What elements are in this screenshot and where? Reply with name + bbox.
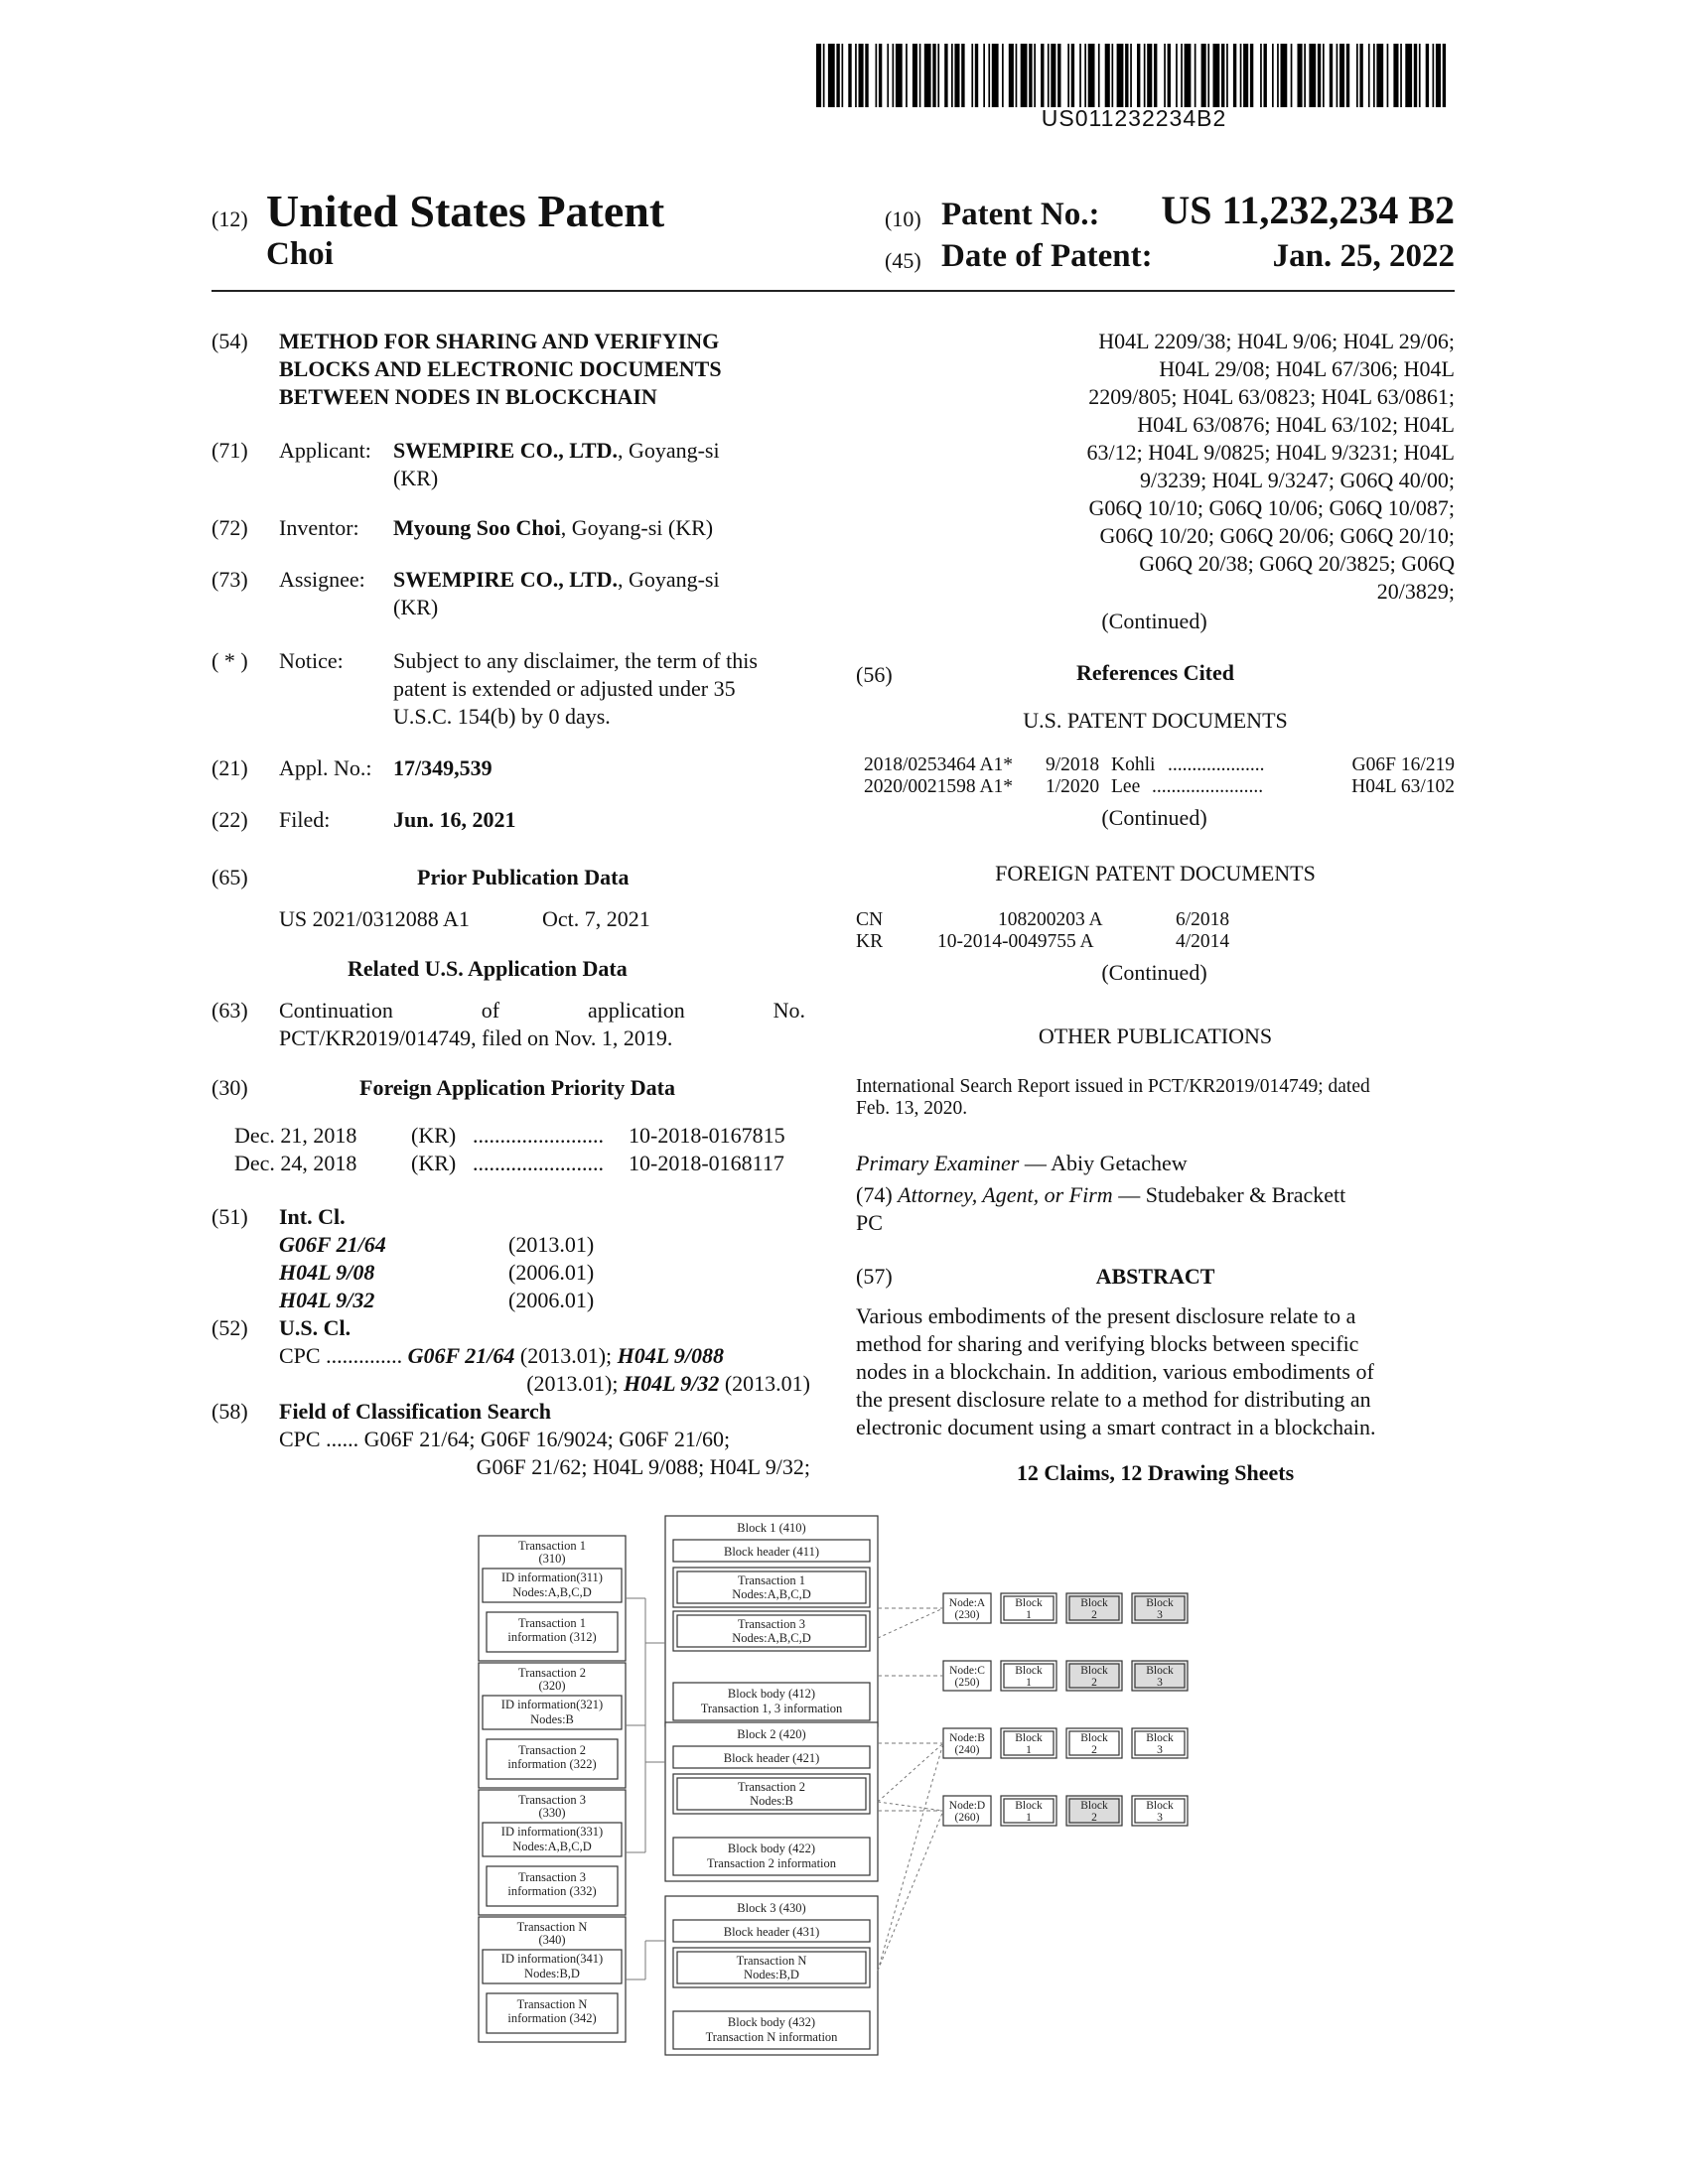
transaction-title: Transaction 1 (518, 1539, 586, 1553)
transaction-id-info: ID information(341) (500, 1952, 604, 1966)
ref-date: 1/2020 (1046, 776, 1100, 797)
claims-count: 12 Claims, 12 Drawing Sheets (1016, 1460, 1295, 1485)
connector-line (878, 1811, 943, 1971)
prior-pub-heading: Prior Publication Data (417, 865, 630, 889)
class-line: G06Q 10/20; G06Q 20/06; G06Q 20/10; (1099, 523, 1455, 548)
cpc-line2 (417, 1370, 810, 1398)
node-block-label: Block (1146, 1800, 1174, 1812)
ref-name: Lee (1111, 776, 1141, 797)
abstract-heading: ABSTRACT (1095, 1264, 1215, 1289)
code-74: (74) (856, 1182, 893, 1207)
transaction-nodes: Nodes:B,D (524, 1967, 580, 1980)
cpc-line1 (279, 1342, 724, 1370)
continued-label: (Continued) (1101, 960, 1207, 985)
block-body-info: Transaction 2 information (706, 1856, 837, 1870)
other-pub-line: International Search Report issued in PCT/KR2019/014749; dated (856, 1076, 1370, 1097)
assignee-label: Assignee: (279, 567, 365, 592)
notice-label: Notice: (279, 648, 344, 673)
prior-pub-date: Oct. 7, 2021 (542, 906, 650, 931)
assignee-value (393, 566, 820, 621)
transaction-info: Transaction N (516, 1997, 588, 2011)
node-ref: (240) (954, 1744, 980, 1756)
ref-country: CN (856, 909, 884, 930)
ref-date: 4/2014 (1176, 931, 1230, 952)
cpc-year: (2013.01); (526, 1371, 624, 1396)
node-block-label: Block (1080, 1665, 1108, 1677)
class-line: G06Q 10/10; G06Q 10/06; G06Q 10/087; (1088, 495, 1455, 520)
priority-dots: ........................ (473, 1123, 604, 1148)
priority-country: (KR) (411, 1123, 457, 1148)
cpc-label: CPC (279, 1343, 321, 1368)
ref-dots: ....................... (1152, 776, 1264, 797)
ref-number: 2018/0253464 A1* (864, 754, 1014, 775)
int-cl-row (279, 1287, 676, 1314)
applicant-country: (KR) (393, 466, 439, 490)
transaction-nodes: Nodes:A,B,C,D (512, 1585, 592, 1599)
block-body-title: Block body (412) (727, 1687, 816, 1701)
ref-class: H04L 63/102 (1351, 776, 1455, 797)
class-line: 9/3239; H04L 9/3247; G06Q 40/00; (1140, 468, 1455, 492)
continuation-word: Continuation (279, 998, 393, 1023)
node-block-number: 1 (1026, 1609, 1032, 1621)
attorney-line2: PC (856, 1210, 883, 1235)
priority-list (234, 1122, 810, 1177)
node-ref: (250) (954, 1677, 980, 1689)
foreign-priority-heading: Foreign Application Priority Data (359, 1075, 675, 1100)
notice-line: Subject to any disclaimer, the term of this (393, 648, 758, 673)
attorney-name: — Studebaker & Brackett (1112, 1182, 1346, 1207)
continued-label: (Continued) (1101, 805, 1207, 830)
code-65: (65) (211, 865, 248, 889)
code-63: (63) (211, 998, 248, 1023)
node-block-number: 2 (1091, 1812, 1097, 1824)
node-block-number: 3 (1157, 1677, 1163, 1689)
block-transaction-title: Transaction 1 (738, 1573, 805, 1587)
block-transaction-nodes: Nodes:A,B,C,D (732, 1631, 811, 1645)
transaction-title: Transaction 2 (518, 1666, 586, 1680)
patent-number: US 11,232,234 B2 (1161, 188, 1455, 232)
applicant-label: Applicant: (279, 438, 371, 463)
priority-number: 10-2018-0167815 (629, 1123, 785, 1148)
block-transaction-title: Transaction N (736, 1954, 807, 1968)
applicant-name: SWEMPIRE CO., LTD. (393, 438, 618, 463)
prior-pub-number: US 2021/0312088 A1 (279, 906, 470, 931)
node-block-number: 1 (1026, 1677, 1032, 1689)
node-block-label: Block (1080, 1800, 1108, 1812)
transaction-info: information (332) (507, 1884, 597, 1898)
abstract-line: electronic document using a smart contract in a blockchain. (856, 1415, 1376, 1439)
other-pub-line: Feb. 13, 2020. (856, 1098, 968, 1119)
ref-number: 10-2014-0049755 A (937, 931, 1094, 952)
cpc-code: H04L 9/32 (623, 1371, 720, 1396)
int-cl-list (279, 1231, 676, 1314)
transaction-info: Transaction 1 (518, 1616, 586, 1630)
ref-class: G06F 16/219 (1351, 754, 1455, 775)
block-body-info: Transaction N information (705, 2030, 838, 2044)
field-line: CPC ...... G06F 21/64; G06F 16/9024; G06F 21/60; (279, 1427, 731, 1451)
representative-drawing (477, 1514, 1211, 2070)
int-cl-row (279, 1231, 676, 1259)
priority-country: (KR) (411, 1151, 457, 1175)
assignee-country: (KR) (393, 595, 439, 619)
barcode-number: US011232234B2 (1041, 105, 1227, 131)
cpc-year: (2013.01) (719, 1371, 810, 1396)
title-line: BLOCKS AND ELECTRONIC DOCUMENTS (279, 356, 722, 381)
other-pubs-text (856, 1076, 1455, 1120)
node-block-number: 3 (1157, 1812, 1163, 1824)
node-name: Node:B (949, 1732, 985, 1744)
node-block-number: 2 (1091, 1609, 1097, 1621)
references-heading: References Cited (1075, 660, 1235, 685)
code-22: (22) (211, 807, 248, 832)
code-73: (73) (211, 567, 248, 592)
transaction-info: Transaction 3 (518, 1870, 586, 1884)
node-block-label: Block (1146, 1732, 1174, 1744)
transaction-id-info: ID information(331) (500, 1825, 604, 1839)
code-30: (30) (211, 1075, 248, 1100)
ref-date: 6/2018 (1176, 909, 1230, 930)
code-51: (51) (211, 1204, 248, 1229)
ref-dots: .................... (1168, 754, 1265, 775)
abstract-line: nodes in a blockchain. In addition, various embodiments of (856, 1359, 1374, 1384)
block-title: Block 2 (420) (737, 1727, 806, 1741)
class-line: H04L 29/08; H04L 67/306; H04L (1159, 356, 1455, 381)
transaction-title: Transaction N (516, 1920, 588, 1934)
node-block-label: Block (1015, 1732, 1043, 1744)
foreign-docs-table (856, 909, 1273, 955)
transaction-id-info: ID information(311) (501, 1570, 603, 1584)
transaction-id-info: ID information(321) (500, 1698, 604, 1711)
code-56: (56) (856, 662, 893, 687)
inventor-label: Inventor: (279, 515, 359, 540)
abstract-line: the present disclosure relate to a method for distributing an (856, 1387, 1371, 1412)
node-block-number: 3 (1157, 1744, 1163, 1756)
date-of-patent-label: Date of Patent: (941, 238, 1153, 274)
invention-title (279, 328, 815, 411)
int-cl-year: (2006.01) (508, 1260, 595, 1285)
title-line: METHOD FOR SHARING AND VERIFYING (279, 329, 720, 353)
abstract-line: method for sharing and verifying blocks between specific (856, 1331, 1359, 1356)
filed-date: Jun. 16, 2021 (393, 807, 516, 832)
int-cl-code: H04L 9/32 (279, 1288, 375, 1312)
node-ref: (260) (954, 1812, 980, 1824)
class-line: 2209/805; H04L 63/0823; H04L 63/0861; (1088, 384, 1455, 409)
code-12: (12) (211, 206, 248, 231)
assignee-name: SWEMPIRE CO., LTD. (393, 567, 618, 592)
node-block-label: Block (1146, 1597, 1174, 1609)
node-block-label: Block (1015, 1665, 1043, 1677)
block-transaction-nodes: Nodes:B (750, 1794, 793, 1808)
related-heading: Related U.S. Application Data (348, 956, 628, 981)
int-cl-row (279, 1259, 676, 1287)
node-block-number: 2 (1091, 1744, 1097, 1756)
appl-no-label: Appl. No.: (279, 755, 372, 780)
notice-text (393, 647, 806, 731)
ref-number: 2020/0021598 A1* (864, 776, 1014, 797)
block-title: Block 1 (410) (737, 1521, 806, 1535)
code-72: (72) (211, 515, 248, 540)
continuation-word: application (587, 998, 685, 1023)
transaction-nodes: Nodes:B (530, 1712, 574, 1726)
attorney-label: Attorney, Agent, or Firm (898, 1182, 1113, 1207)
transaction-title: Transaction 3 (518, 1793, 586, 1807)
ref-name: Kohli (1111, 754, 1156, 775)
attorney (856, 1181, 1345, 1209)
title-line: BETWEEN NODES IN BLOCKCHAIN (279, 384, 657, 409)
priority-number: 10-2018-0168117 (629, 1151, 784, 1175)
transaction-info: information (322) (507, 1757, 597, 1771)
transaction-ref: (320) (538, 1679, 566, 1693)
transaction-info: information (312) (507, 1630, 597, 1644)
code-58: (58) (211, 1399, 248, 1424)
node-name: Node:C (949, 1665, 985, 1677)
transaction-info: Transaction 2 (518, 1743, 586, 1757)
ref-country: KR (856, 931, 884, 952)
class-line: G06Q 20/38; G06Q 20/3825; G06Q (1139, 551, 1455, 576)
code-57: (57) (856, 1264, 893, 1289)
appl-no: 17/349,539 (393, 755, 492, 780)
int-cl-year: (2006.01) (508, 1288, 595, 1312)
continued-label: (Continued) (1101, 609, 1207, 633)
barcode-graphic (816, 44, 1452, 107)
code-71: (71) (211, 438, 248, 463)
node-block-label: Block (1146, 1665, 1174, 1677)
header-divider (211, 290, 1455, 292)
transaction-nodes: Nodes:A,B,C,D (512, 1840, 592, 1853)
continuation-word: No. (773, 998, 805, 1023)
block-body-info: Transaction 1, 3 information (700, 1702, 843, 1715)
code-52: (52) (211, 1315, 248, 1340)
assignee-location: , Goyang-si (617, 567, 720, 592)
priority-date: Dec. 21, 2018 (234, 1123, 357, 1148)
priority-date: Dec. 24, 2018 (234, 1151, 357, 1175)
cpc-code: H04L 9/088 (617, 1343, 724, 1368)
int-cl-code: H04L 9/08 (279, 1260, 375, 1285)
connector-line (878, 1743, 943, 1971)
cpc-dots: .............. (326, 1343, 403, 1368)
connector-line (878, 1743, 943, 1802)
class-line: H04L 2209/38; H04L 9/06; H04L 29/06; (1098, 329, 1455, 353)
block-header: Block header (421) (723, 1751, 820, 1765)
connector-line (878, 1608, 943, 1638)
ref-number: 108200203 A (998, 909, 1103, 930)
block-transaction-title: Transaction 3 (738, 1617, 805, 1631)
transaction-ref: (330) (538, 1806, 566, 1820)
block-transaction-nodes: Nodes:B,D (744, 1968, 799, 1981)
us-docs-heading: U.S. PATENT DOCUMENTS (1023, 708, 1288, 733)
ref-date: 9/2018 (1046, 754, 1100, 775)
filed-label: Filed: (279, 807, 331, 832)
class-line: H04L 63/0876; H04L 63/102; H04L (1137, 412, 1455, 437)
transaction-ref: (310) (538, 1552, 566, 1566)
continuation-line2: PCT/KR2019/014749, filed on Nov. 1, 2019. (279, 1025, 673, 1050)
examiner-name: — Abiy Getachew (1019, 1151, 1188, 1175)
inventor-location: , Goyang-si (KR) (560, 515, 714, 540)
int-cl-year: (2013.01) (508, 1232, 595, 1257)
priority-row (234, 1150, 810, 1177)
connector-line (878, 1802, 943, 1811)
int-cl-heading: Int. Cl. (279, 1204, 346, 1229)
us-cl-heading: U.S. Cl. (279, 1315, 352, 1340)
priority-dots: ........................ (473, 1151, 604, 1175)
other-pubs-heading: OTHER PUBLICATIONS (1038, 1024, 1273, 1048)
abstract-line: Various embodiments of the present disclosure relate to a (856, 1303, 1356, 1328)
node-name: Node:A (948, 1597, 986, 1609)
applicant-value (393, 437, 820, 492)
block-transaction-title: Transaction 2 (738, 1780, 805, 1794)
priority-row (234, 1122, 810, 1150)
us-docs-table (864, 754, 1455, 800)
continuation-line1 (279, 997, 805, 1024)
block-header: Block header (431) (723, 1925, 820, 1939)
inventor-value (393, 514, 713, 542)
inventor-surname: Choi (266, 236, 334, 272)
class-line: 63/12; H04L 9/0825; H04L 9/3231; H04L (1086, 440, 1455, 465)
node-block-number: 2 (1091, 1677, 1097, 1689)
code-notice: ( * ) (211, 648, 248, 673)
class-line: 20/3829; (1376, 579, 1455, 604)
classification-continued (993, 328, 1455, 606)
field-line: G06F 21/62; H04L 9/088; H04L 9/32; (476, 1454, 810, 1479)
abstract-text (856, 1302, 1455, 1441)
field-heading: Field of Classification Search (279, 1399, 551, 1424)
node-block-number: 1 (1026, 1812, 1032, 1824)
patent-type-title: United States Patent (266, 186, 665, 236)
block-transaction-nodes: Nodes:A,B,C,D (732, 1587, 811, 1601)
date-of-patent: Jan. 25, 2022 (1272, 238, 1455, 274)
block-title: Block 3 (430) (737, 1901, 806, 1915)
node-ref: (230) (954, 1609, 980, 1621)
inventor-name: Myoung Soo Choi (393, 515, 561, 540)
node-block-number: 3 (1157, 1609, 1163, 1621)
continuation-word: of (481, 998, 500, 1023)
code-54: (54) (211, 329, 248, 353)
node-block-label: Block (1015, 1597, 1043, 1609)
cpc-year: (2013.01); (514, 1343, 618, 1368)
transaction-info: information (342) (507, 2011, 597, 2025)
node-block-number: 1 (1026, 1744, 1032, 1756)
cpc-code: G06F 21/64 (407, 1343, 515, 1368)
code-21: (21) (211, 755, 248, 780)
examiner-label: Primary Examiner (856, 1151, 1020, 1175)
node-block-label: Block (1080, 1732, 1108, 1744)
patent-no-label: Patent No.: (941, 197, 1100, 232)
applicant-location: , Goyang-si (617, 438, 720, 463)
node-name: Node:D (948, 1800, 986, 1812)
transaction-ref: (340) (538, 1933, 566, 1947)
notice-line: U.S.C. 154(b) by 0 days. (393, 704, 611, 729)
node-block-label: Block (1015, 1800, 1043, 1812)
block-header: Block header (411) (723, 1545, 820, 1559)
block-body-title: Block body (432) (727, 2015, 816, 2029)
primary-examiner (856, 1150, 1188, 1177)
node-block-label: Block (1080, 1597, 1108, 1609)
notice-line: patent is extended or adjusted under 35 (393, 676, 736, 701)
code-10: (10) (885, 206, 921, 231)
code-45: (45) (885, 248, 921, 273)
foreign-docs-heading: FOREIGN PATENT DOCUMENTS (995, 861, 1316, 886)
block-body-title: Block body (422) (727, 1842, 816, 1855)
int-cl-code: G06F 21/64 (279, 1232, 386, 1257)
